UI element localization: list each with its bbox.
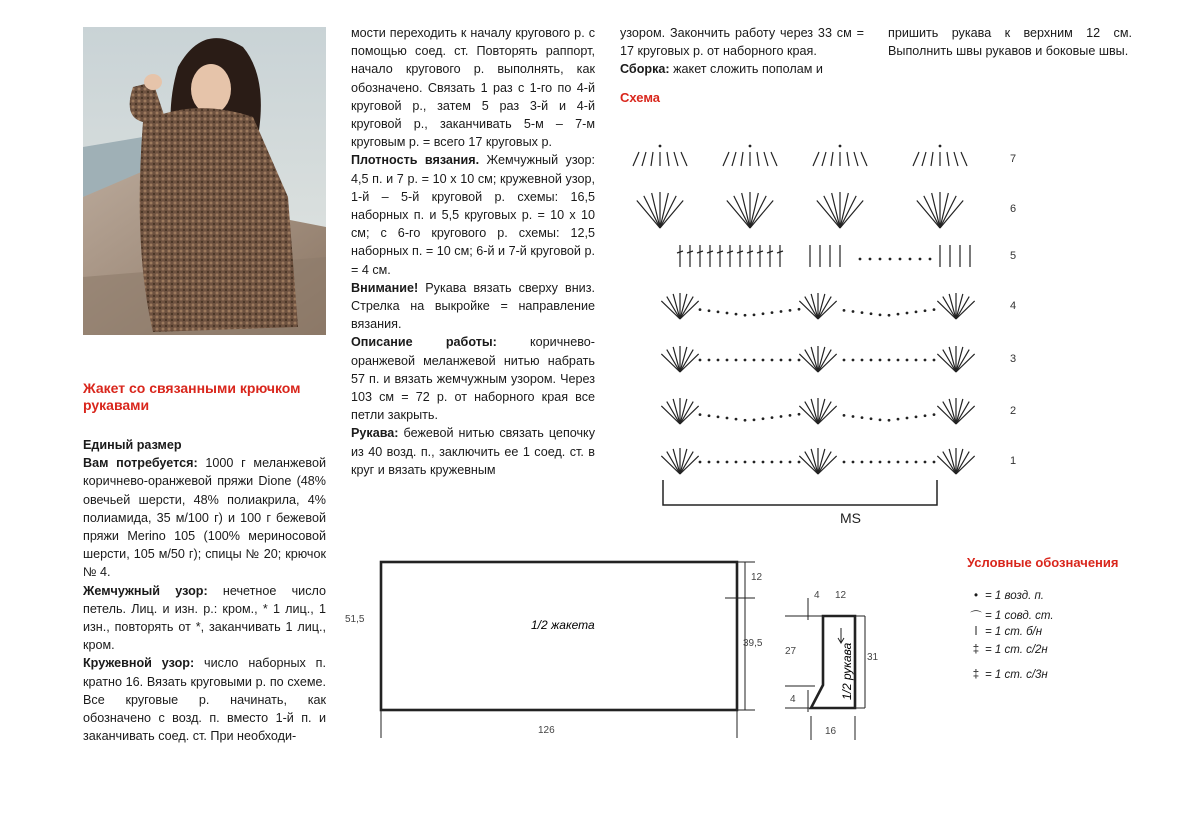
sleeves-text: бежевой нитью связать цепочку из 40 возд. п., заключить ее 1 соед. ст. в круг и вязать кружевным xyxy=(351,426,595,477)
schema-heading: Схема xyxy=(620,90,661,105)
tc-icon: ‡ xyxy=(972,669,980,681)
column-4 xyxy=(888,24,1132,60)
assembly-paragraph xyxy=(620,60,864,78)
pearl-paragraph xyxy=(83,582,326,655)
row-number: 1 xyxy=(1010,455,1017,467)
legend-item-dc: ‡ = 1 ст. с/2н xyxy=(967,644,1048,656)
attention-text: Рукава вязать сверху вниз. Стрелка на выкройке = направление вязания. xyxy=(351,280,595,332)
pattern-drawing xyxy=(345,550,885,750)
column-3 xyxy=(620,24,864,79)
materials-paragraph xyxy=(83,454,326,581)
dc-icon: ‡ xyxy=(972,644,980,656)
model-photo xyxy=(83,27,326,335)
dim-left-height: 51,5 xyxy=(345,614,365,625)
size-heading: Единый размер xyxy=(83,438,182,452)
dim-width: 126 xyxy=(538,725,555,736)
description-label: Описание работы: xyxy=(351,335,497,350)
column-1 xyxy=(83,436,326,745)
density-text: Жемчужный узор: 4,5 п. и 7 р. = 10 х 10 см; кружевной узор, 1-й – 5-й круговой р. схемы: 16,5 наборных п. и 5,5 круговых р. = 10 х 10 см; с 6-го кругового р. схемы: 12,5 наборных п. = 10 см; 6-й и 7-й круговой р. = 4 см. xyxy=(351,153,595,277)
dim-right-lower: 39,5 xyxy=(743,638,763,649)
dim-sleeve-top-width: 12 xyxy=(835,590,847,601)
row-numbers xyxy=(1010,153,1016,467)
dim-sleeve-bottom: 16 xyxy=(825,726,837,737)
crochet-chart xyxy=(610,120,1030,530)
materials-text: 1000 г меланжевой коричнево-оранжевой пряжи Dione (48% овечьей шерсти, 48% полиакрила, 4% полиамида, 35 м/100 г) и 100 г бежевой пряжи Merino 105 (100% мериносовой шерсти, 105 м/50 г); спицы № 20; крючок № 4. xyxy=(83,456,326,580)
description-text: коричнево-оранжевой меланжевой нитью набрать 57 п. и вязать жемчужным узором. Через 103 см = 72 р. от наборного края все петли закрыть. xyxy=(351,335,595,423)
row-number: 3 xyxy=(1010,353,1017,365)
description-paragraph xyxy=(351,333,595,424)
row-number: 6 xyxy=(1010,203,1017,215)
arc-icon: ⌒ xyxy=(970,611,982,623)
col3-continuation: узором. Закончить работу через 33 см = 17 круговых р. от наборного края. xyxy=(620,26,864,59)
dim-sleeve-top-small: 4 xyxy=(814,590,820,601)
lace-paragraph xyxy=(83,654,326,745)
photo-image xyxy=(83,27,326,335)
sleeves-label: Рукава: xyxy=(351,426,399,441)
materials-label: Вам потребуется: xyxy=(83,456,198,471)
assembly-text: жакет сложить пополам и xyxy=(669,62,823,77)
column-2 xyxy=(351,24,595,479)
sc-icon: ǀ xyxy=(974,626,978,638)
dim-sleeve-left-lower: 4 xyxy=(790,694,796,705)
col4-text: пришить рукава к верхним 12 см. Выполнить швы рукавов и боковые швы. xyxy=(888,26,1132,59)
row-number: 2 xyxy=(1010,405,1017,417)
dim-sleeve-right: 31 xyxy=(867,652,879,663)
dim-sleeve-left-upper: 27 xyxy=(785,646,797,657)
attention-label: Внимание! xyxy=(351,280,419,295)
jacket-label: 1/2 жакета xyxy=(531,618,595,632)
article-title: Жакет со связанными крючком рукавами xyxy=(83,380,301,413)
pearl-label: Жемчужный узор: xyxy=(83,583,208,598)
row-number: 4 xyxy=(1010,300,1017,312)
assembly-label: Сборка: xyxy=(620,62,670,77)
sleeve-label: 1/2 рукава xyxy=(840,642,854,700)
pearl-text: нечетное число петель. Лиц. и изн. р.: кром., * 1 лиц., 1 изн., повторять от *, заканчивать 1 лиц., кром. xyxy=(83,583,326,653)
lace-label: Кружевной узор: xyxy=(83,656,195,671)
legend-item-slip: ⌒ = 1 совд. ст. xyxy=(967,608,1054,624)
density-label: Плотность вязания. xyxy=(351,153,480,168)
dot-icon: • xyxy=(973,590,979,602)
attention-paragraph xyxy=(351,279,595,334)
col2-continuation: мости переходить к началу кругового р. с помощью соед. ст. Повторять раппорт, начало кругового р. выполнять, как обозначено. Связать 1 раз с 1-го по 4-й круговой р., затем 5 раз 3-й и 4-й круговой р., заканчивать 5-м – 7-м круговым р. = всего 17 круговых р. xyxy=(351,26,595,150)
legend-item-chain: • = 1 возд. п. xyxy=(967,590,1044,602)
density-paragraph xyxy=(351,151,595,278)
sleeves-paragraph xyxy=(351,424,595,479)
legend-item-tc: ‡ = 1 ст. с/3н xyxy=(967,669,1048,681)
row-number: 5 xyxy=(1010,250,1017,262)
jacket-half-shape xyxy=(381,562,737,710)
lace-text: число наборных п. кратно 16. Вязать круговыми р. по схеме. Все круговые р. начинать, как обозначено с возд. п. вместо 1-й п. и заканчивать соед. ст. При необходи- xyxy=(83,656,326,744)
row-number: 7 xyxy=(1010,153,1017,165)
chart-symbols xyxy=(633,145,975,474)
dim-top-right: 12 xyxy=(751,572,763,583)
legend-item-sc: ǀ = 1 ст. б/н xyxy=(967,626,1042,638)
repeat-label: MS xyxy=(840,510,861,526)
repeat-bracket xyxy=(663,480,937,505)
legend-title: Условные обозначения xyxy=(967,555,1119,570)
